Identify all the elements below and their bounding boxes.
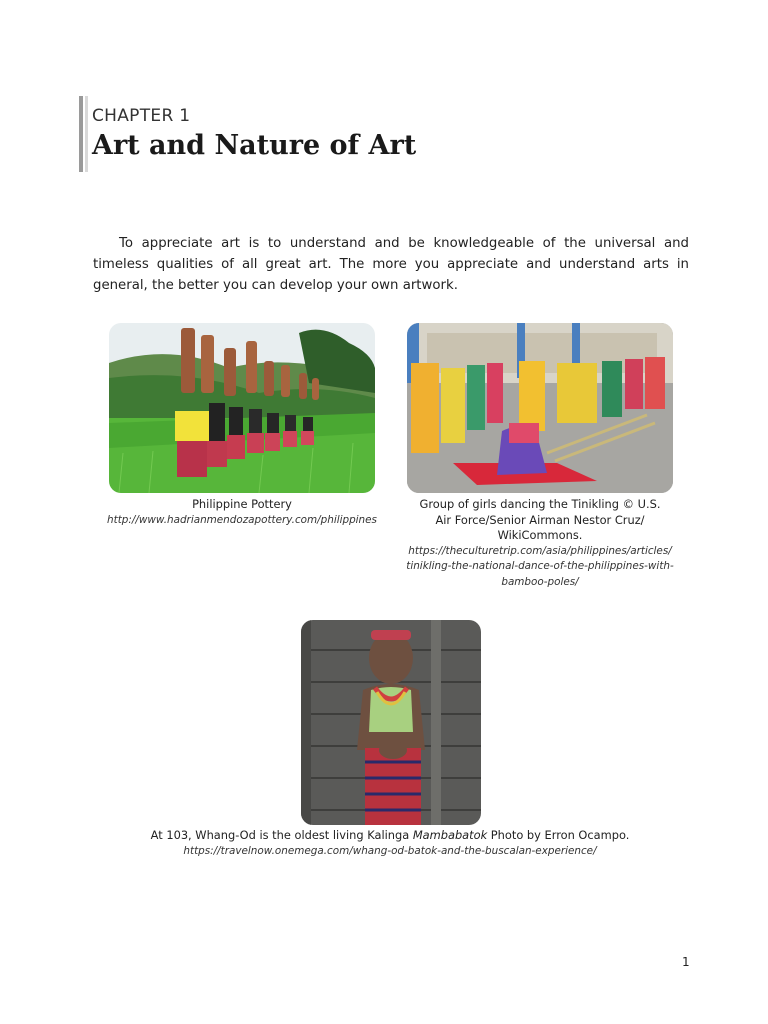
chapter-label: CHAPTER 1 bbox=[92, 106, 191, 126]
tinikling-caption-line-1: Group of girls dancing the Tinikling © U.S. bbox=[419, 497, 661, 511]
pottery-caption: Philippine Pottery bbox=[192, 497, 292, 511]
chapter-title: Art and Nature of Art bbox=[92, 130, 417, 161]
page-number: 1 bbox=[682, 955, 690, 969]
whangod-caption-text-b: Photo by Erron Ocampo. bbox=[487, 828, 630, 842]
intro-text: To appreciate art is to understand and be knowledgeable of the universal and timeless qualities of all great art. The more you appreciate and understand arts in general, the better you can develop your own artwork. bbox=[93, 236, 689, 293]
tinikling-source-link-2[interactable]: tinikling-the-national-dance-of-the-philippines-with- bbox=[406, 560, 674, 572]
whangod-source-link[interactable]: https://travelnow.onemega.com/whang-od-batok-and-the-buscalan-experience/ bbox=[183, 844, 597, 857]
pottery-source-link[interactable]: http://www.hadrianmendozapottery.com/philippines bbox=[107, 513, 377, 526]
chapter-accent-bar-light bbox=[85, 96, 88, 172]
tinikling-caption-line-3: WikiCommons. bbox=[497, 528, 583, 542]
pottery-caption-block bbox=[96, 497, 388, 528]
tinikling-caption-block bbox=[390, 497, 690, 590]
whangod-caption-italic: Mambabatok bbox=[412, 828, 488, 842]
tinikling-source-link-3[interactable]: bamboo-poles/ bbox=[501, 575, 579, 588]
whangod-caption-text-a: At 103, Whang-Od is the oldest living Kalinga bbox=[150, 828, 413, 842]
tinikling-caption-line-2: Air Force/Senior Airman Nestor Cruz/ bbox=[435, 512, 645, 527]
whangod-caption bbox=[80, 828, 700, 844]
tinikling-source-link-1[interactable]: https://theculturetrip.com/asia/philippines/articles/ bbox=[408, 544, 672, 557]
chapter-accent-bar bbox=[79, 96, 83, 172]
whangod-caption-block bbox=[80, 828, 700, 859]
whangod-photo bbox=[301, 620, 481, 825]
intro-paragraph bbox=[93, 233, 689, 296]
tinikling-photo bbox=[407, 323, 673, 493]
pottery-photo bbox=[109, 323, 375, 493]
